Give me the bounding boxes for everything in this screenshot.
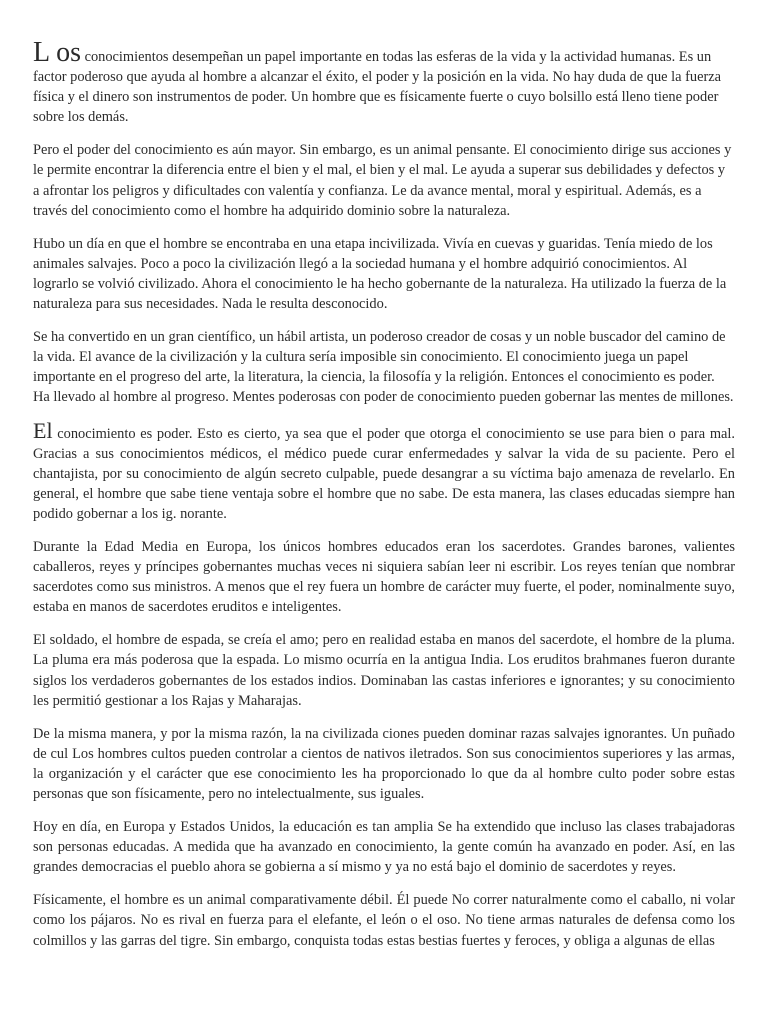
document-page [33,37,735,964]
paragraph-6 [33,537,735,617]
paragraph-text: Durante la Edad Media en Europa, los únicos hombres educados eran los sacerdotes. Grandes barones, valientes caballeros, reyes y príncipes gobernantes muchas veces ni siquiera sabían leer ni escribir. Los reyes tenían que nombrar sacerdotes como sus ministros. A menos que el rey fuera un hombre de carácter muy fuerte, el poder, nominalmente suyo, estaba en manos de sacerdotes eruditos e inteligentes. [33,538,735,616]
paragraph-2 [33,140,735,220]
paragraph-text: Hoy en día, en Europa y Estados Unidos, la educación es tan amplia Se ha extendido que incluso las clases trabajadoras son personas educadas. A medida que ha avanzado en conocimiento, la gente común ha avanzado en poder. Así, en las grandes democracias el pueblo ahora se gobierna a sí mismo y ya no está bajo el dominio de sacerdotes y reyes. [33,819,735,876]
paragraph-text: Hubo un día en que el hombre se encontraba en una etapa incivilizada. Vivía en cuevas y guaridas. Tenía miedo de los animales salvajes. Poco a poco la civilización llegó a la sociedad humana y el hombre adquirió conocimientos. Al lograrlo se volvió civilizado. Ahora el conocimiento le ha hecho gobernante de la naturaleza. Ha utilizado la fuerza de la naturaleza para sus necesidades. Nada le resulta desconocido. [33,235,727,313]
paragraph-text: El soldado, el hombre de espada, se creía el amo; pero en realidad estaba en manos del sacerdote, el hombre de la pluma. La pluma era más poderosa que la espada. Lo mismo ocurría en la antigua India. Los eruditos brahmanes fueron durante siglos los verdaderos gobernantes de los estados indios. Dominaban las castas inferiores e ignorantes; y su conocimiento les permitió gestionar a los Rajas y Maharajas. [33,632,735,709]
paragraph-8 [33,724,735,804]
paragraph-text: Físicamente, el hombre es un animal comparativamente débil. Él puede No correr naturalmente como el caballo, ni volar como los pájaros. No es rival en fuerza para el elefante, el león o el oso. No tiene armas naturales de defensa como los colmillos y las garras del tigre. Sin embargo, conquista todas estas bestias fuertes y feroces, y obliga a algunas de ellas [33,892,735,949]
paragraph-9 [33,817,735,877]
paragraph-4 [33,327,735,407]
paragraph-3 [33,234,735,314]
paragraph-text: conocimientos desempeñan un papel importante en todas las esferas de la vida y la actividad humanas. Es un factor poderoso que ayuda al hombre a alcanzar el éxito, el poder y la posición en la vida. No hay duda de que la fuerza física y el dinero son instrumentos de poder. Un hombre que es físicamente fuerte o cuyo bolsillo está lleno tiene poder sobre los demás. [33,49,722,126]
paragraph-text: De la misma manera, y por la misma razón, la na civilizada ciones pueden dominar razas salvajes ignorantes. Un puñado de cul Los hombres cultos pueden controlar a cientos de nativos iletrados. Son sus conocimientos superiores y las armas, la organización y el carácter que ese conocimiento les ha proporcionado lo que da al hombre culto poder sobre estas personas que son físicamente, pero no intelectualmente, sus iguales. [33,725,735,802]
drop-lead: El [33,417,53,443]
paragraph-text: Se ha convertido en un gran científico, un hábil artista, un poderoso creador de cosas y un noble buscador del camino de la vida. El avance de la civilización y la cultura sería imposible sin conocimiento. El conocimiento juega un papel importante en el progreso del arte, la literatura, la ciencia, la filosofía y la religión. Entonces el conocimiento es poder. Ha llevado al hombre al progreso. Mentes poderosas con poder de conocimiento pueden gobernar las mentes de millones. [33,329,734,406]
paragraph-1 [33,37,735,127]
paragraph-text: Pero el poder del conocimiento es aún mayor. Sin embargo, es un animal pensante. El conocimiento dirige sus acciones y le permite encontrar la diferencia entre el bien y el mal, el bien y el mal. Le ayuda a superar sus debilidades y defectos y a afrontar los peligros y dificultades con valentía y confianza. Le da avance mental, moral y espiritual. Además, es a través del conocimiento como el hombre ha adquirido dominio sobre la naturaleza. [33,142,732,219]
drop-lead: L os [33,37,81,68]
paragraph-10 [33,890,735,950]
paragraph-text: conocimiento es poder. Esto es cierto, ya sea que el poder que otorga el conocimiento se use para bien o para mal. Gracias a sus conocimientos médicos, el médico puede curar enfermedades y salvar la vida de su paciente. Pero el chantajista, por su conocimiento de algún secreto culpable, puede desangrar a su víctima bajo amenaza de revelarlo. En general, el hombre que sabe tiene ventaja sobre el hombre que no sabe. De esta manera, las clases educadas siempre han podido gobernar a los ig. norante. [33,425,735,522]
paragraph-5 [33,417,735,524]
paragraph-7 [33,630,735,710]
